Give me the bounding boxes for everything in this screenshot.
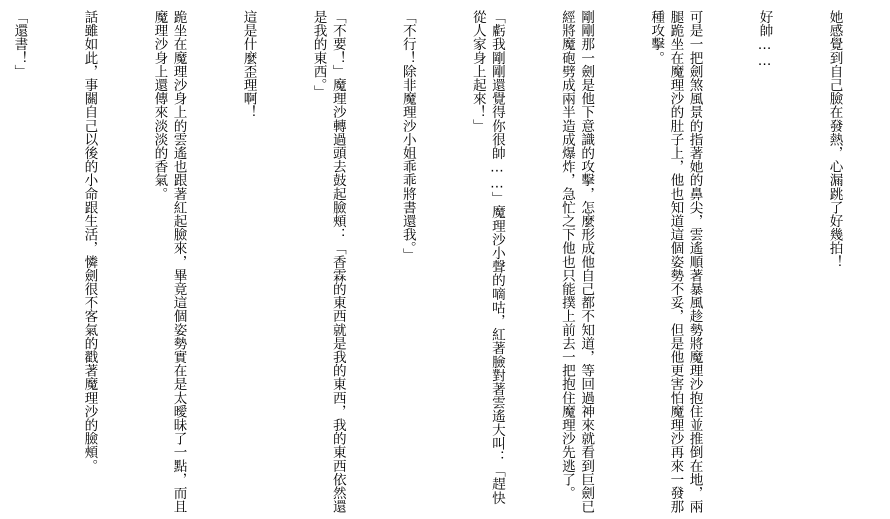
paragraph: 跪坐在魔理沙身上的雲遙也跟著紅起臉來，畢竟這個姿勢實在是太曖昧了一點，而且魔理沙身上還傳來淡淡的香氣。	[151, 10, 187, 514]
paragraph: 「虧我剛剛還覺得你很帥……」魔理沙小聲的嘀咕，紅著臉對著雲遙大叫：「趕快從人家身上起來！」	[469, 10, 505, 505]
vertical-text-body	[0, 10, 882, 515]
paragraph: 「不行！除非魔理沙小姐乖乖將書還我。」	[399, 10, 416, 262]
paragraph: 剛剛那一劍是他下意識的攻擊，怎麼形成他自己都不知道，等回過神來就看到巨劍已經將魔砲劈成兩半造成爆炸，急忙之下他也只能撲上前去一把抱住魔理沙先逃了。	[558, 10, 595, 514]
paragraph: 可是一把劍煞風景的指著她的鼻尖，雲遙順著暴風趁勢將魔理沙抱住並推倒在地，兩腿跪坐在魔理沙的肚子上，他也知道這個姿勢不妥，但是他更害怕魔理沙再來一發那種攻擊。	[648, 10, 703, 514]
paragraph: 這是什麼歪理啊！	[240, 10, 257, 119]
paragraph: 「不要！」魔理沙轉過頭去鼓起臉頰：「香霖的東西就是我的東西，我的東西依然還是我的東西。」	[310, 10, 346, 514]
paragraph: 話雖如此，事關自己以後的小命跟生活，憐劍很不客氣的戳著魔理沙的臉頰。	[81, 10, 98, 473]
paragraph: 「還書！」	[11, 10, 28, 78]
paragraph: 好帥……	[756, 10, 773, 70]
paragraph: 她感覺到自己臉在發熱，心漏跳了好幾拍！	[826, 10, 843, 269]
